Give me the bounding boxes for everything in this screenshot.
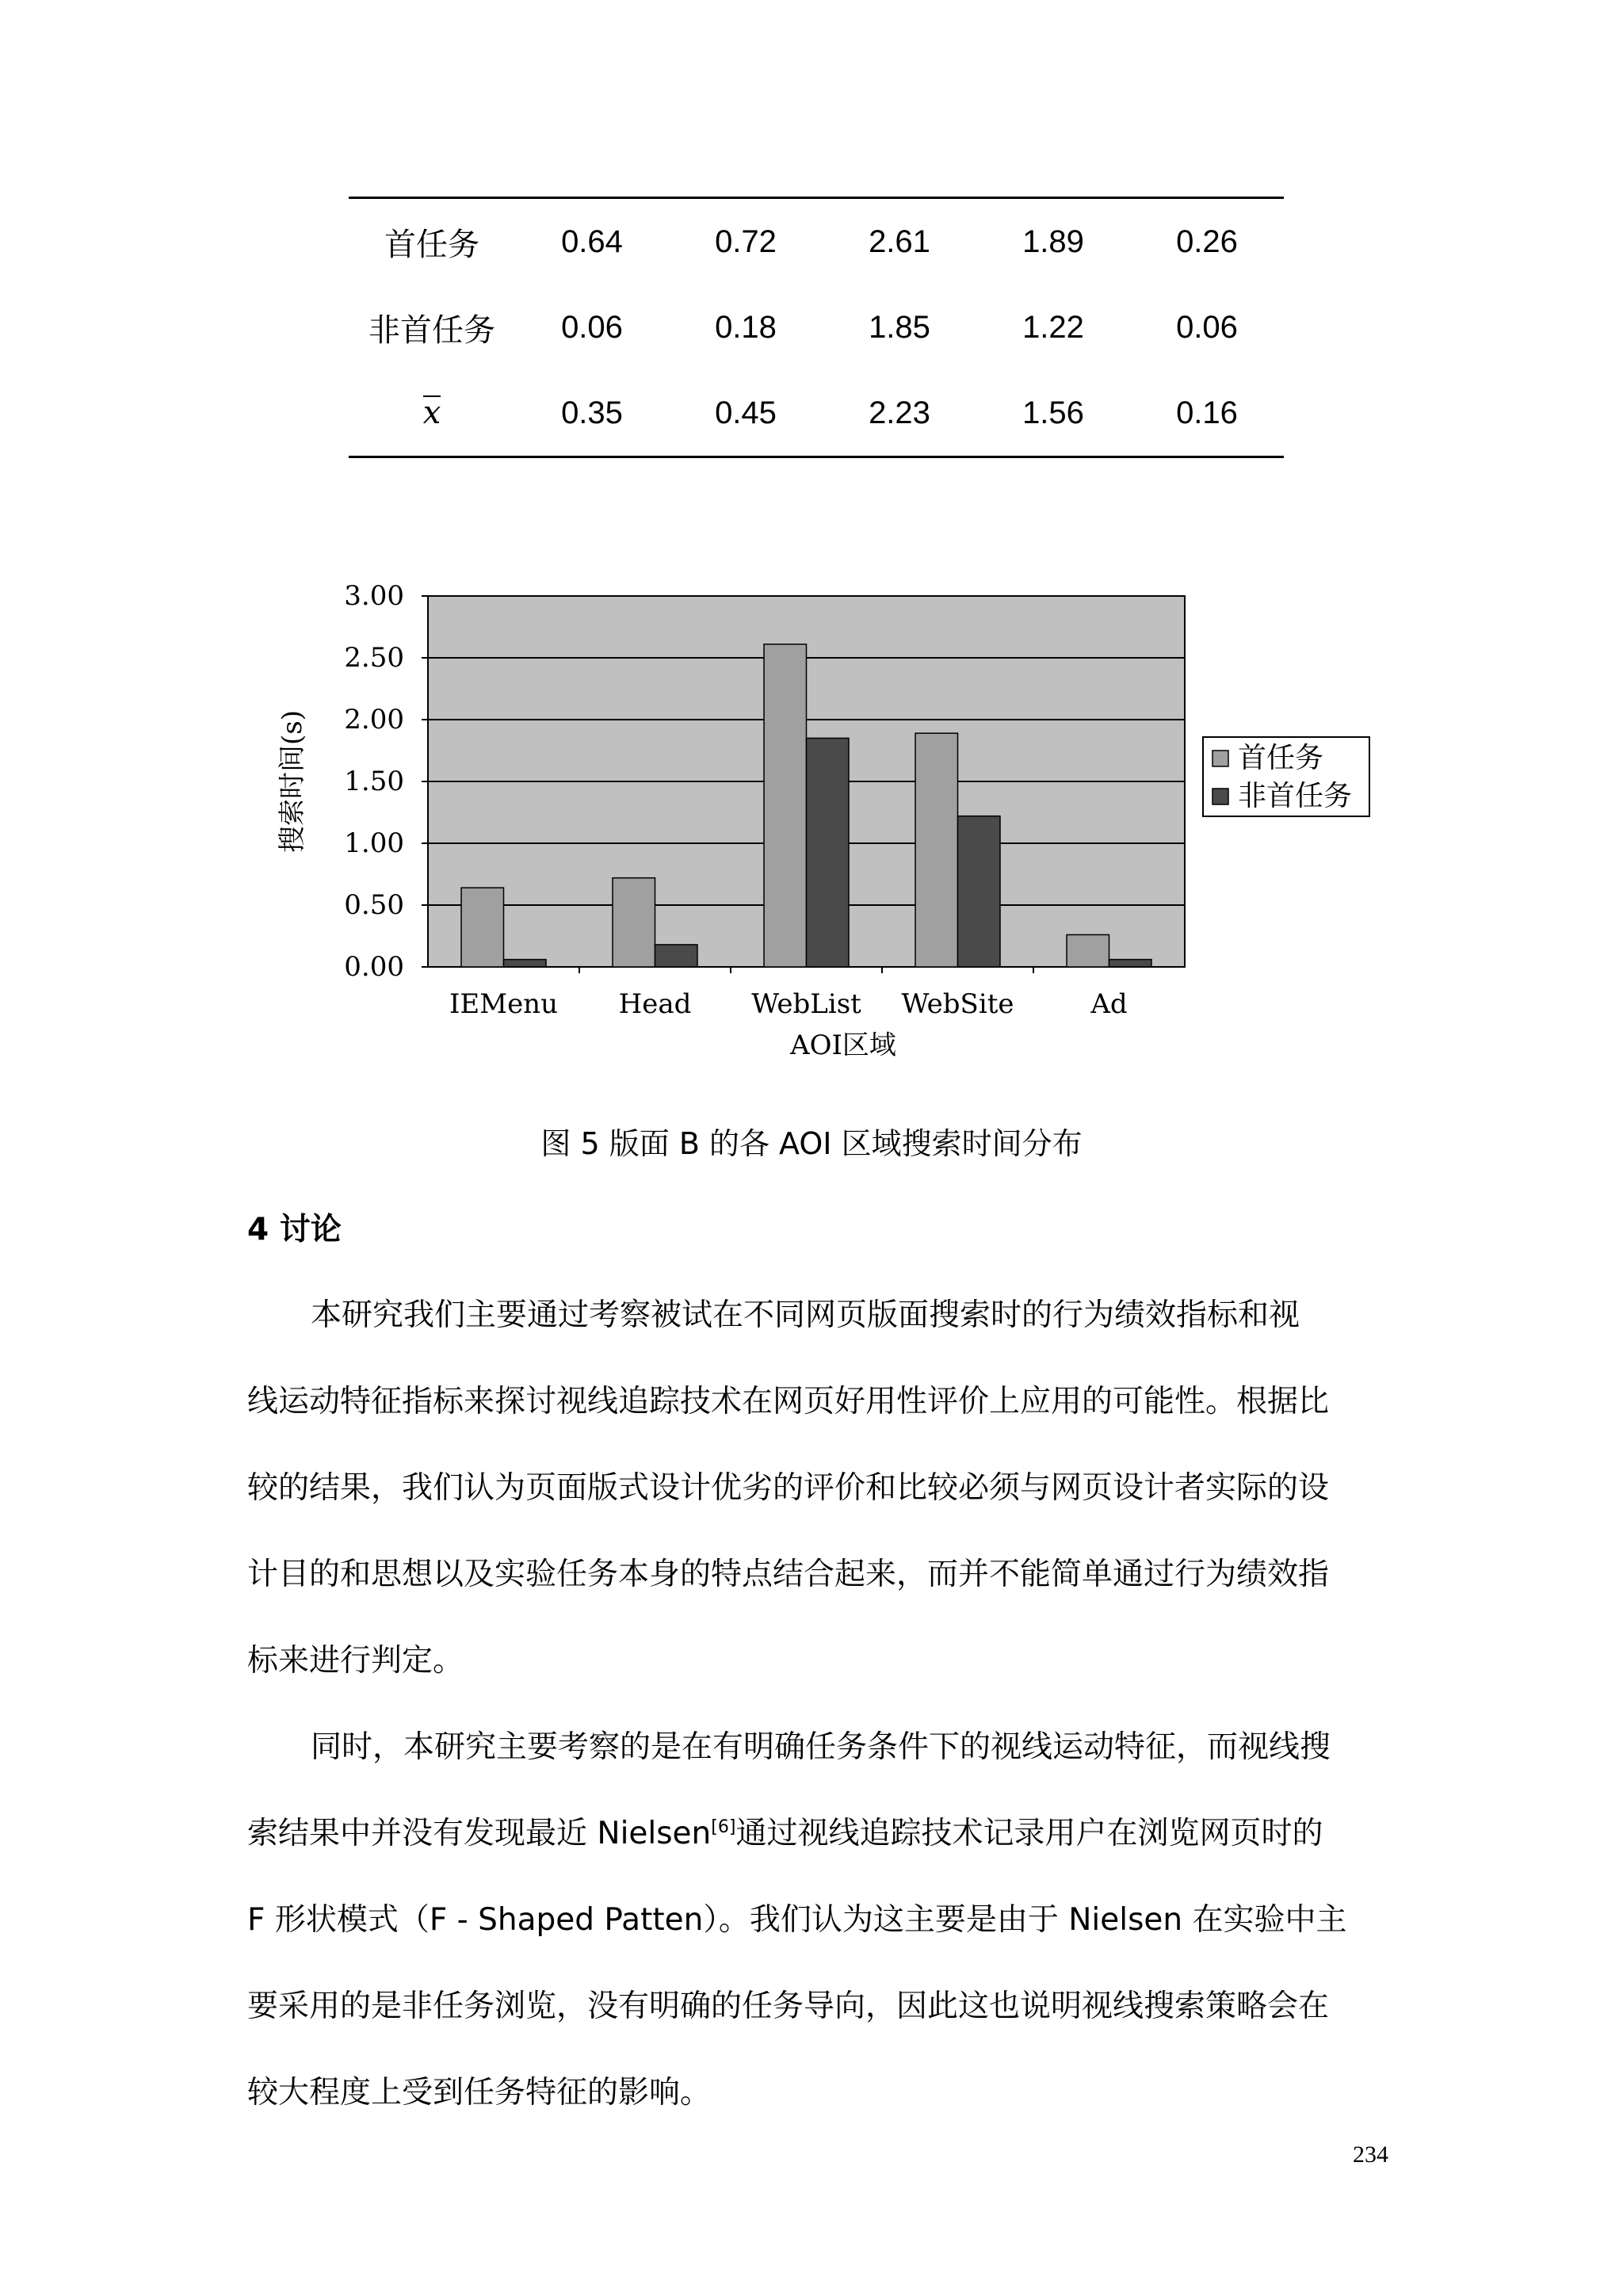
y-axis-label: 搜索时间(s) bbox=[277, 710, 308, 853]
x-tick-label: Head bbox=[618, 988, 692, 1020]
table-row bbox=[349, 198, 1284, 285]
row-label-mean bbox=[349, 370, 515, 457]
figure-caption: 图 5 版面 B 的各 AOI 区域搜索时间分布 bbox=[540, 1126, 1083, 1161]
x-tick-label: Ad bbox=[1090, 988, 1128, 1020]
section-heading: 4 讨论 bbox=[247, 1212, 342, 1247]
table-cell: 1.89 bbox=[976, 198, 1130, 285]
table-cell: 0.16 bbox=[1130, 370, 1284, 457]
x-tick-label: IEMenu bbox=[449, 988, 558, 1020]
table-cell: 0.18 bbox=[715, 309, 777, 345]
y-tick-label: 2.00 bbox=[344, 704, 404, 735]
bar bbox=[958, 816, 1000, 967]
y-tick-label: 2.50 bbox=[344, 642, 404, 674]
table-cell: 2.61 bbox=[823, 198, 976, 285]
y-tick-label: 0.00 bbox=[344, 951, 404, 983]
x-tick-label: WebSite bbox=[901, 988, 1014, 1020]
page-number: 234 bbox=[1353, 2141, 1388, 2168]
y-tick-label: 3.00 bbox=[344, 580, 404, 612]
x-tick-labels bbox=[449, 988, 1128, 1020]
paragraph-line: 标来进行判定。 bbox=[247, 1643, 464, 1679]
citation-ref: [6] bbox=[711, 1817, 736, 1837]
x-bar-symbol: x bbox=[422, 395, 441, 431]
y-tick-label: 1.00 bbox=[344, 827, 404, 859]
table-cell: 1.22 bbox=[1022, 309, 1084, 345]
table-cell: 0.45 bbox=[669, 370, 823, 457]
paragraph-1 bbox=[247, 1272, 1382, 1704]
data-table bbox=[349, 197, 1284, 458]
table-cell: 2.23 bbox=[823, 370, 976, 457]
table-cell: 1.56 bbox=[976, 370, 1130, 457]
paragraph-line: 线运动特征指标来探讨视线追踪技术在网页好用性评价上应用的可能性。根据比 bbox=[247, 1384, 1330, 1419]
paragraph-line: 同时，本研究主要考察的是在有明确任务条件下的视线运动特征，而视线搜 bbox=[311, 1729, 1331, 1765]
bar bbox=[504, 960, 546, 967]
table-cell: 0.35 bbox=[515, 370, 669, 457]
text-segment: 通过视线追踪技术记录用户在浏览网页时的 bbox=[735, 1816, 1323, 1851]
bar bbox=[764, 644, 806, 967]
bar bbox=[1067, 934, 1109, 967]
paragraph-line: 较大程度上受到任务特征的影响。 bbox=[247, 2075, 712, 2111]
table-cell: 0.26 bbox=[1130, 198, 1284, 285]
table-row bbox=[349, 370, 1284, 457]
table-cell: 0.72 bbox=[669, 198, 823, 285]
table-cell: 1.85 bbox=[869, 309, 930, 345]
x-axis-label: AOI区域 bbox=[790, 1030, 896, 1061]
row-label: 首任务 bbox=[349, 198, 515, 285]
paragraph-line bbox=[247, 1790, 1382, 1877]
legend-label: 首任务 bbox=[1238, 742, 1324, 774]
bar bbox=[461, 888, 503, 967]
y-tick-labels bbox=[344, 580, 404, 983]
table-cell: 0.06 bbox=[1176, 309, 1238, 345]
bar bbox=[613, 878, 655, 967]
legend bbox=[1203, 737, 1369, 816]
bar bbox=[807, 738, 849, 967]
legend-swatch bbox=[1212, 789, 1228, 804]
paragraph-line: 较的结果，我们认为页面版式设计优劣的评价和比较必须与网页设计者实际的设 bbox=[247, 1470, 1330, 1506]
bar bbox=[915, 733, 957, 967]
paragraph-line: 要采用的是非任务浏览，没有明确的任务导向，因此这也说明视线搜索策略会在 bbox=[247, 1988, 1330, 2024]
table-row bbox=[349, 285, 1284, 370]
x-tick-label: WebList bbox=[751, 988, 861, 1020]
paragraph-line: 计目的和思想以及实验任务本身的特点结合起来，而并不能简单通过行为绩效指 bbox=[247, 1557, 1330, 1592]
legend-label: 非首任务 bbox=[1238, 780, 1353, 812]
row-label: 非首任务 bbox=[369, 311, 495, 349]
legend-swatch bbox=[1212, 751, 1228, 766]
bar bbox=[1109, 960, 1151, 967]
paragraph-line: F 形状模式（F - Shaped Patten）。我们认为这主要是由于 Nielsen 在实验中主 bbox=[247, 1902, 1347, 1938]
paragraph-2 bbox=[247, 1704, 1382, 2136]
table-cell: 0.06 bbox=[561, 309, 623, 345]
bar-chart bbox=[269, 571, 1395, 1078]
bar bbox=[655, 945, 697, 967]
paragraph-line: 本研究我们主要通过考察被试在不同网页版面搜索时的行为绩效指标和视 bbox=[311, 1297, 1300, 1333]
table-cell: 0.64 bbox=[515, 198, 669, 285]
y-tick-label: 0.50 bbox=[344, 889, 404, 921]
y-tick-label: 1.50 bbox=[344, 766, 404, 797]
text-segment: 索结果中并没有发现最近 Nielsen bbox=[247, 1816, 712, 1851]
